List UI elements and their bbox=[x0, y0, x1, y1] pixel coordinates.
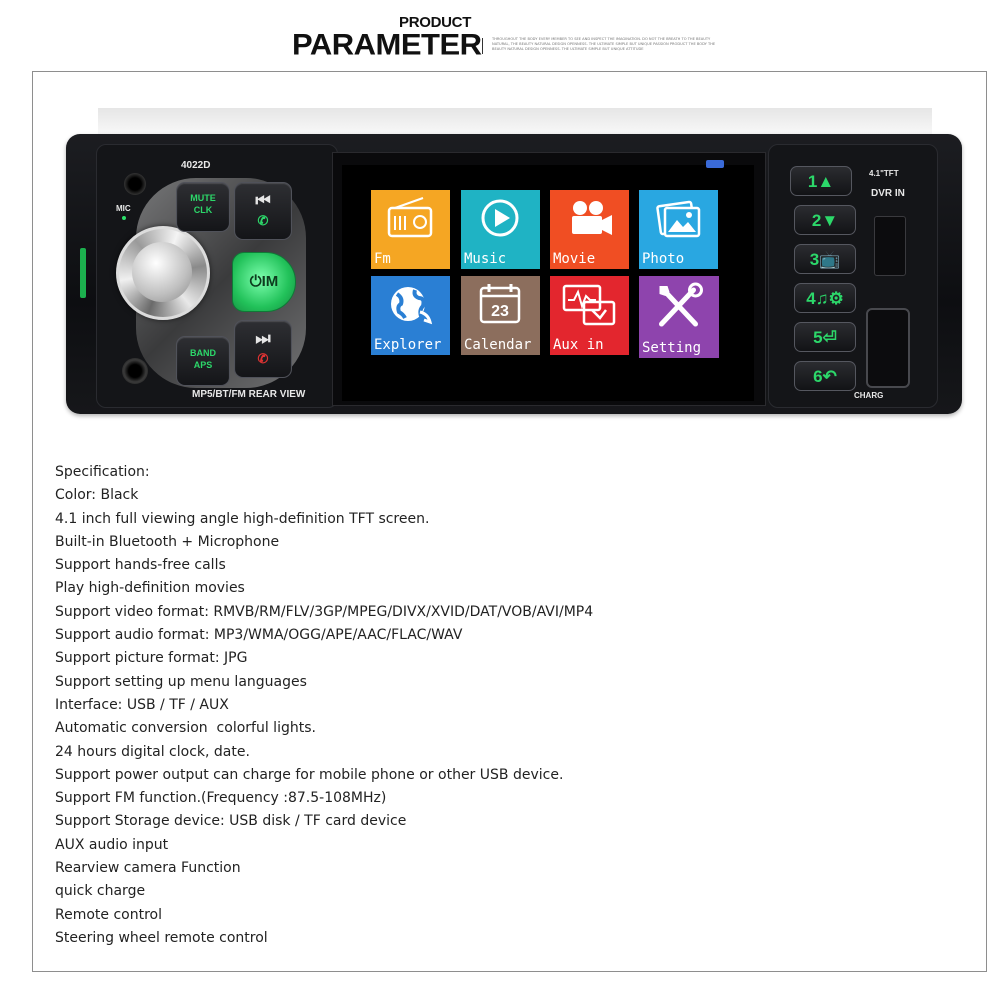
charge-label: CHARG bbox=[854, 391, 884, 400]
preset-6-button[interactable]: 6↶ bbox=[794, 361, 856, 391]
tile-aux-in[interactable] bbox=[550, 276, 629, 355]
preset-1-button[interactable]: 1▲ bbox=[790, 166, 852, 196]
header-fine-print: THROUGHOUT THE BODY EVERY MEMBER TO SEE AND INSPECT THE IMAGINATION. DO NOT THE BREATH TO THE BEAUTY NATURAL, THE BEAUTY NATURAL DESIGN OPENNESS. THE ULTIMATE SIMPLE BUT UNIQUE PASSION PRODUCT THE BODY THE BEAUTY NATURAL DESIGN OPENNESS. THE ULTIMATE SIMPLE BUT UNIQUE ATTITUDE bbox=[492, 37, 716, 51]
hangup-call-icon: ✆ bbox=[257, 351, 269, 366]
screen-size-label: 4.1"TFT bbox=[869, 169, 899, 178]
preset-4-button[interactable]: 4♫⚙ bbox=[794, 283, 856, 313]
power-im-button[interactable]: ⏻IM bbox=[232, 252, 296, 312]
next-hangup-button[interactable] bbox=[234, 320, 292, 378]
tile-label: Fm bbox=[374, 251, 391, 267]
volume-knob-cap bbox=[132, 242, 192, 302]
feature-label: MP5/BT/FM REAR VIEW bbox=[192, 389, 306, 400]
spec-line: Play high-definition movies bbox=[55, 580, 245, 597]
tile-music[interactable] bbox=[461, 190, 540, 269]
spec-line: Support FM function.(Frequency :87.5-108MHz) bbox=[55, 790, 387, 807]
spec-line: Support Storage device: USB disk / TF card device bbox=[55, 813, 407, 830]
mute-clk-button[interactable] bbox=[176, 182, 230, 232]
mic-icon bbox=[124, 173, 146, 195]
spec-line: Specification: bbox=[55, 464, 150, 480]
answer-call-icon: ✆ bbox=[257, 213, 269, 228]
spec-line: Interface: USB / TF / AUX bbox=[55, 696, 229, 713]
chassis-top bbox=[98, 108, 932, 134]
spec-line: Rearview camera Function bbox=[55, 860, 241, 877]
header-parameter: PARAMETER bbox=[292, 27, 482, 62]
globe-icon bbox=[371, 282, 450, 330]
tile-explorer[interactable] bbox=[371, 276, 450, 355]
prev-track-icon: ⏮ bbox=[255, 191, 271, 210]
spec-line: Built-in Bluetooth + Microphone bbox=[55, 533, 280, 550]
status-led bbox=[122, 216, 126, 220]
aux-jack-icon bbox=[122, 358, 148, 384]
calendar-day: 23 bbox=[491, 303, 509, 320]
tile-label: Setting bbox=[642, 340, 702, 356]
spec-line: 4.1 inch full viewing angle high-definition TFT screen. bbox=[55, 510, 430, 527]
car-stereo-image bbox=[66, 108, 966, 413]
header-divider bbox=[482, 38, 483, 54]
photo-icon bbox=[639, 196, 718, 244]
preset-5-button[interactable]: 5⏎ bbox=[794, 322, 856, 352]
tile-label: Calendar bbox=[464, 337, 532, 353]
model-label: 4022D bbox=[181, 160, 211, 171]
tile-calendar[interactable] bbox=[461, 276, 540, 355]
clk-label: CLK bbox=[193, 205, 213, 215]
spec-line: Steering wheel remote control bbox=[55, 929, 268, 946]
next-track-icon: ⏭ bbox=[255, 329, 271, 348]
tf-card-slot bbox=[874, 216, 906, 276]
tile-label: Movie bbox=[553, 251, 596, 267]
spec-line: quick charge bbox=[55, 883, 146, 900]
tile-label: Aux in bbox=[553, 337, 604, 353]
spec-line: Support power output can charge for mobile phone or other USB device. bbox=[55, 766, 564, 783]
band-label: BAND bbox=[190, 348, 216, 358]
calendar-icon bbox=[461, 282, 540, 330]
spec-line: Support setting up menu languages bbox=[55, 673, 307, 690]
tile-label: Explorer bbox=[374, 337, 442, 353]
usb-port-cover bbox=[866, 308, 910, 388]
tile-fm[interactable] bbox=[371, 190, 450, 269]
battery-icon bbox=[706, 160, 724, 168]
specification-list bbox=[55, 461, 593, 950]
band-aps-button[interactable] bbox=[176, 336, 230, 386]
spec-line: Automatic conversion colorful lights. bbox=[55, 720, 316, 737]
play-icon bbox=[461, 196, 540, 244]
spec-line: Remote control bbox=[55, 906, 162, 923]
spec-line: Support audio format: MP3/WMA/OGG/APE/AAC/FLAC/WAV bbox=[55, 627, 463, 644]
mic-label: MIC bbox=[116, 204, 131, 213]
preset-2-button[interactable]: 2▼ bbox=[794, 205, 856, 235]
spec-line: 24 hours digital clock, date. bbox=[55, 743, 250, 760]
tile-label: Photo bbox=[642, 251, 685, 267]
aps-label: APS bbox=[193, 360, 213, 370]
tile-photo[interactable] bbox=[639, 190, 718, 269]
tile-setting[interactable] bbox=[639, 276, 719, 358]
prev-call-button[interactable] bbox=[234, 182, 292, 240]
spec-line: Support picture format: JPG bbox=[55, 650, 248, 667]
radio-icon bbox=[371, 196, 450, 244]
spec-line: Support video format: RMVB/RM/FLV/3GP/MPEG/DIVX/XVID/DAT/VOB/AVI/MP4 bbox=[55, 603, 594, 620]
mute-label: MUTE bbox=[190, 193, 216, 203]
tile-label: Music bbox=[464, 251, 507, 267]
aux-icon bbox=[550, 282, 629, 330]
spec-line: AUX audio input bbox=[55, 836, 169, 853]
spec-line: Color: Black bbox=[55, 487, 139, 504]
dvr-in-label: DVR IN bbox=[871, 188, 905, 199]
spec-line: Support hands-free calls bbox=[55, 557, 226, 574]
camera-icon bbox=[550, 196, 629, 244]
preset-3-button[interactable]: 3📺 bbox=[794, 244, 856, 274]
tile-movie[interactable] bbox=[550, 190, 629, 269]
green-light-strip bbox=[80, 248, 86, 298]
header-product: PRODUCT bbox=[399, 14, 472, 31]
tools-icon bbox=[639, 282, 719, 330]
